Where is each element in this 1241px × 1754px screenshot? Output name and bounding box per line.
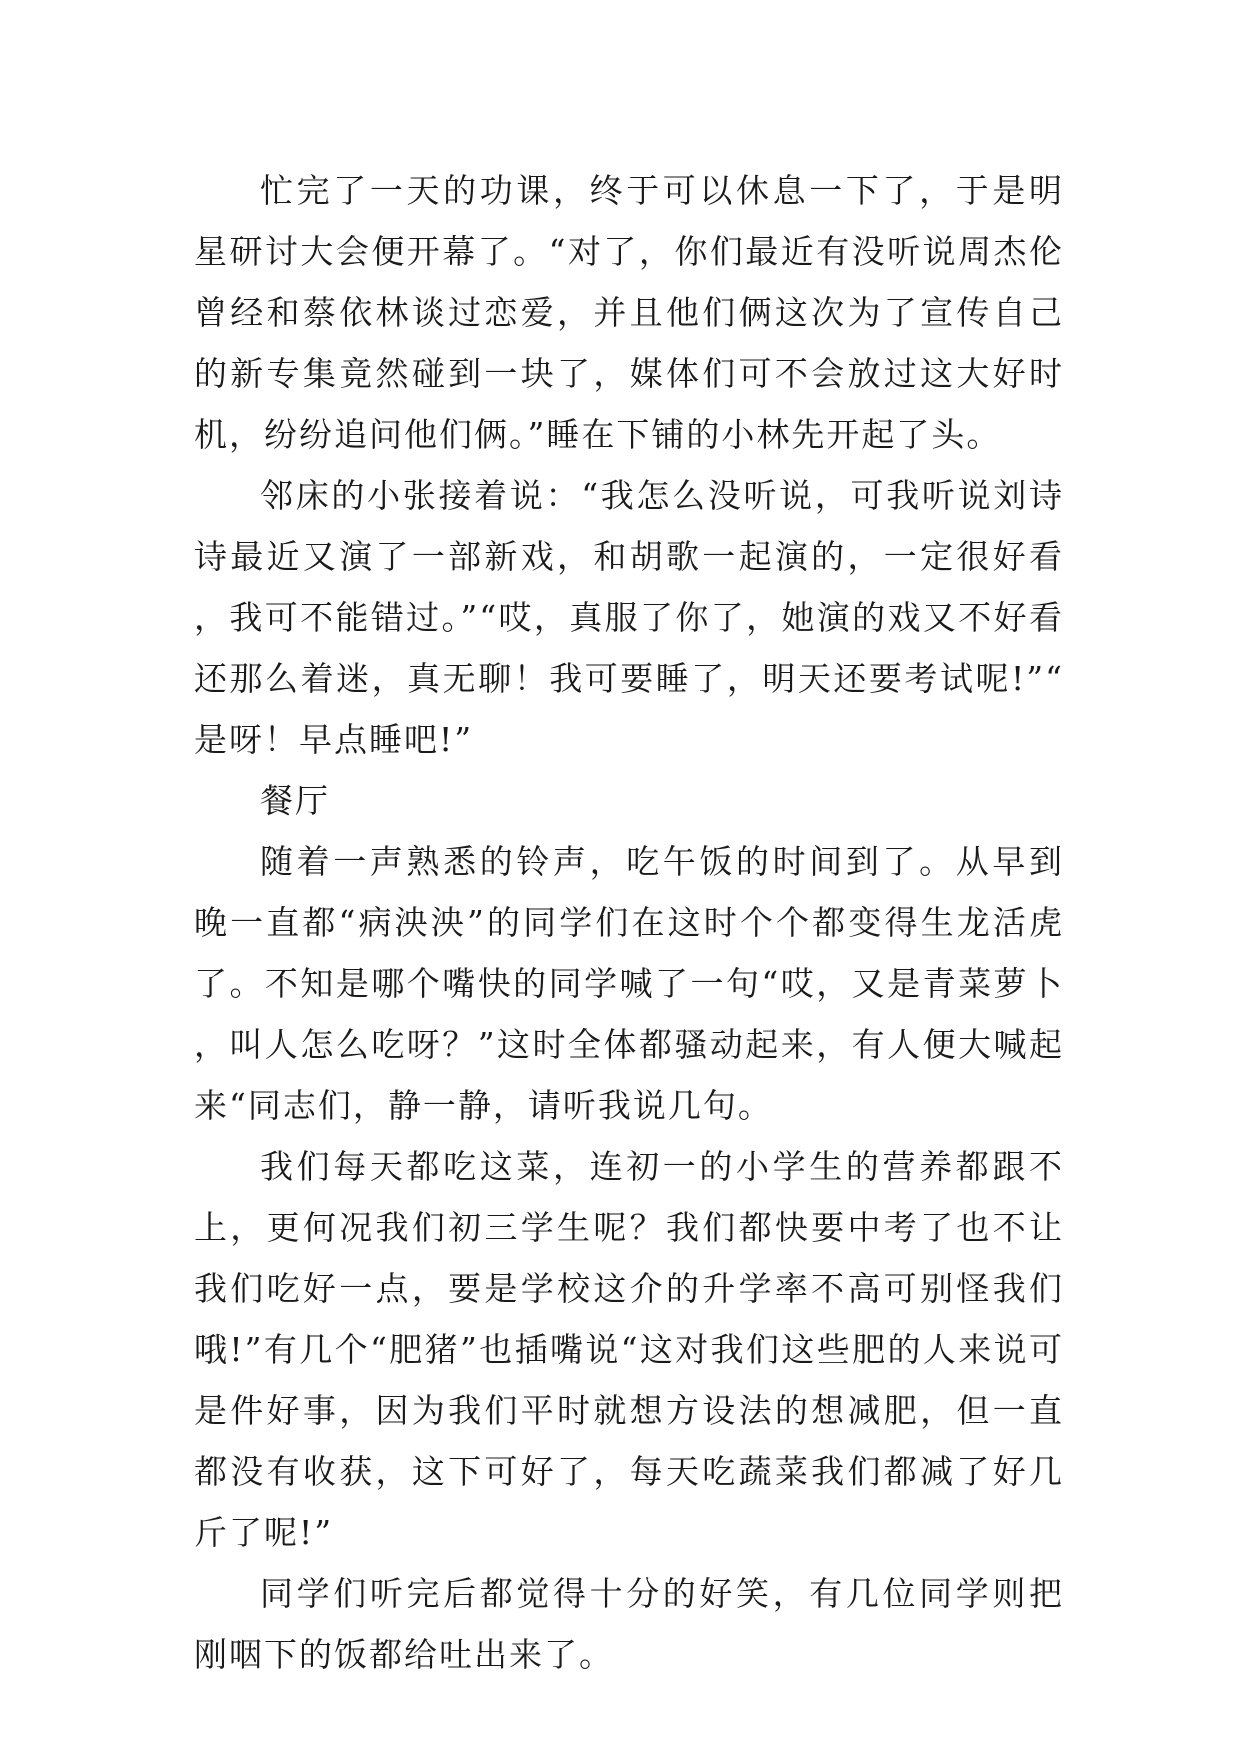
paragraph-dorm-discussion: 忙完了一天的功课，终于可以休息一下了，于是明星研讨大会便开幕了。“对了，你们最近有没听说周杰伦曾经和蔡依林谈过恋爱，并且他们俩这次为了宣传自己的新专集竟然碰到一块了，媒体们可不会放过这大好时机，纷纷追问他们俩。”睡在下铺的小林先开起了头。	[194, 171, 1064, 454]
document-body	[194, 160, 1064, 1685]
section-heading-canteen: 餐厅	[260, 781, 330, 820]
paragraph-lunch-bell: 随着一声熟悉的铃声，吃午饭的时间到了。从早到晚一直都“病泱泱”的同学们在这时个个都变得生龙活虎了。不知是哪个嘴快的同学喊了一句“哎，又是青菜萝卜，叫人怎么吃呀？”这时全体都骚动起来，有人便大喊起来“同志们，静一静，请听我说几句。	[194, 842, 1064, 1125]
paragraph-laughter: 同学们听完后都觉得十分的好笑，有几位同学则把刚咽下的饭都给吐出来了。	[194, 1574, 1064, 1674]
paragraph-neighbor-reply: 邻床的小张接着说：“我怎么没听说，可我听说刘诗诗最近又演了一部新戏，和胡歌一起演的，一定很好看，我可不能错过。”“哎，真服了你了，她演的戏又不好看还那么着迷，真无聊！我可要睡了，明天还要考试呢!”“是呀！早点睡吧!”	[194, 476, 1064, 759]
paragraph-complaint: 我们每天都吃这菜，连初一的小学生的营养都跟不上，更何况我们初三学生呢？我们都快要中考了也不让我们吃好一点，要是学校这介的升学率不高可别怪我们哦!”有几个“肥猪”也插嘴说“这对我们这些肥的人来说可是件好事，因为我们平时就想方设法的想减肥，但一直都没有收获，这下可好了，每天吃蔬菜我们都减了好几斤了呢!”	[194, 1147, 1064, 1552]
